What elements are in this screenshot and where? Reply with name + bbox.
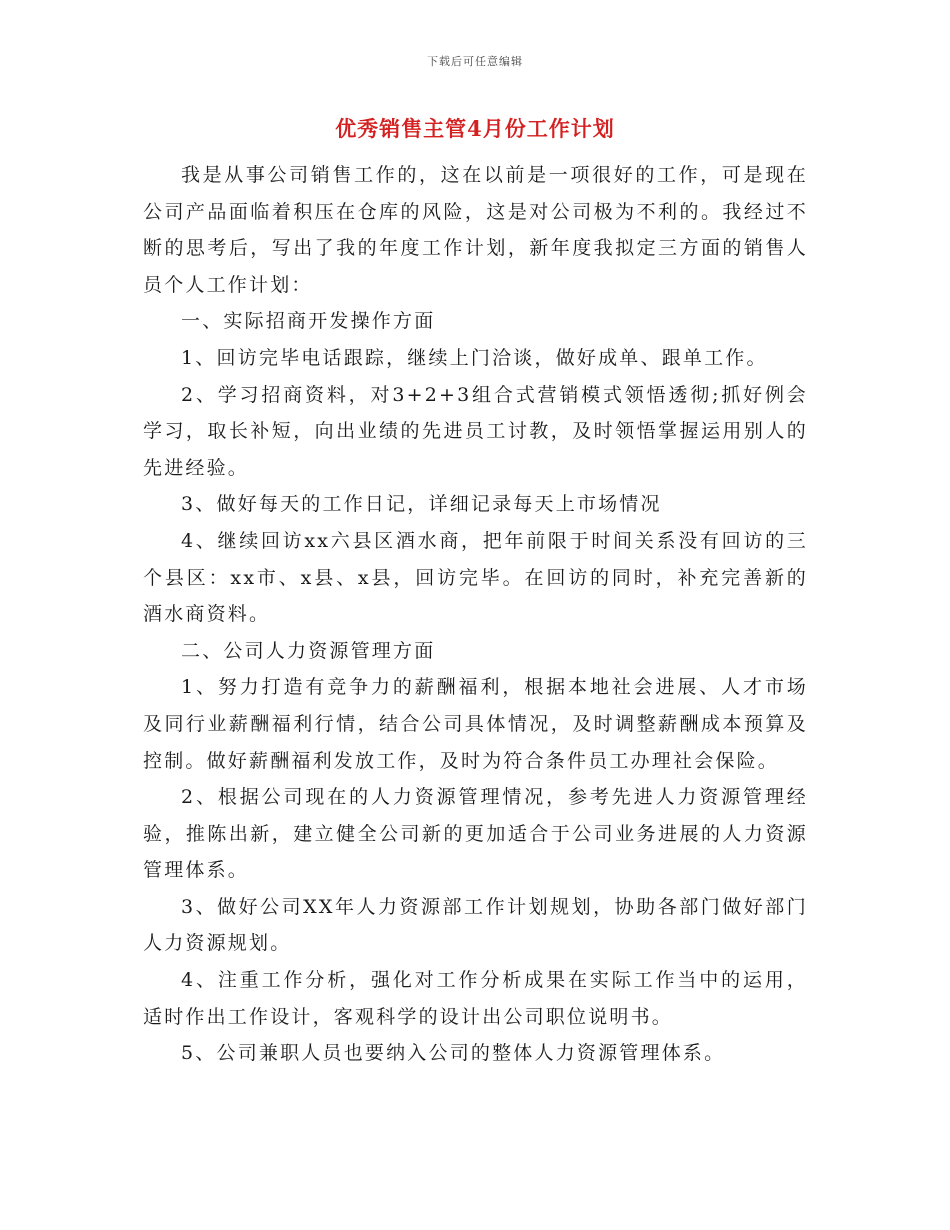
header-note: 下载后可任意编辑 xyxy=(427,55,523,68)
paragraph-1-1: 1、回访完毕电话跟踪，继续上门洽谈，做好成单、跟单工作。 xyxy=(181,346,768,369)
paragraph-2-5: 5、公司兼职人员也要纳入公司的整体人力资源管理体系。 xyxy=(181,1042,726,1065)
paragraph-2-2: 2、根据公司现在的人力资源管理情况，参考先进人力资源管理经验，推陈出新，建立健全公司新的更加适合于公司业务进展的人力资源管理体系。 xyxy=(143,786,808,882)
paragraph-1-3: 3、做好每天的工作日记，详细记录每天上市场情况 xyxy=(181,493,662,516)
paragraph-1-2: 2、学习招商资料，对3+2+3组合式营销模式领悟透彻;抓好例会学习，取长补短，向出业绩的先进员工讨教，及时领悟掌握运用别人的先进经验。 xyxy=(143,383,808,479)
paragraph-2-1: 1、努力打造有竞争力的薪酬福利，根据本地社会进展、人才市场及同行业薪酬福利行情，结合公司具体情况，及时调整薪酬成本预算及控制。做好薪酬福利发放工作，及时为符合条件员工办理社会保险。 xyxy=(143,676,808,772)
document-body xyxy=(143,157,808,1072)
paragraph-2-4: 4、注重工作分析，强化对工作分析成果在实际工作当中的运用，适时作出工作设计，客观科学的设计出公司职位说明书。 xyxy=(143,969,808,1028)
paragraph-2-3: 3、做好公司XX年人力资源部工作计划规划，协助各部门做好部门人力资源规划。 xyxy=(143,895,808,955)
section-heading-1: 一、实际招商开发操作方面 xyxy=(181,310,436,333)
paragraph-intro: 我是从事公司销售工作的，这在以前是一项很好的工作，可是现在公司产品面临着积压在仓库的风险，这是对公司极为不利的。我经过不断的思考后，写出了我的年度工作计划，新年度我拟定三方面的销售人员个人工作计划： xyxy=(143,164,808,296)
section-heading-2: 二、公司人力资源管理方面 xyxy=(181,639,436,662)
paragraph-1-4: 4、继续回访xx六县区酒水商，把年前限于时间关系没有回访的三个县区：xx市、x县、x县，回访完毕。在回访的同时，补充完善新的酒水商资料。 xyxy=(143,529,808,626)
document-title: 优秀销售主管4月份工作计划 xyxy=(335,116,615,141)
